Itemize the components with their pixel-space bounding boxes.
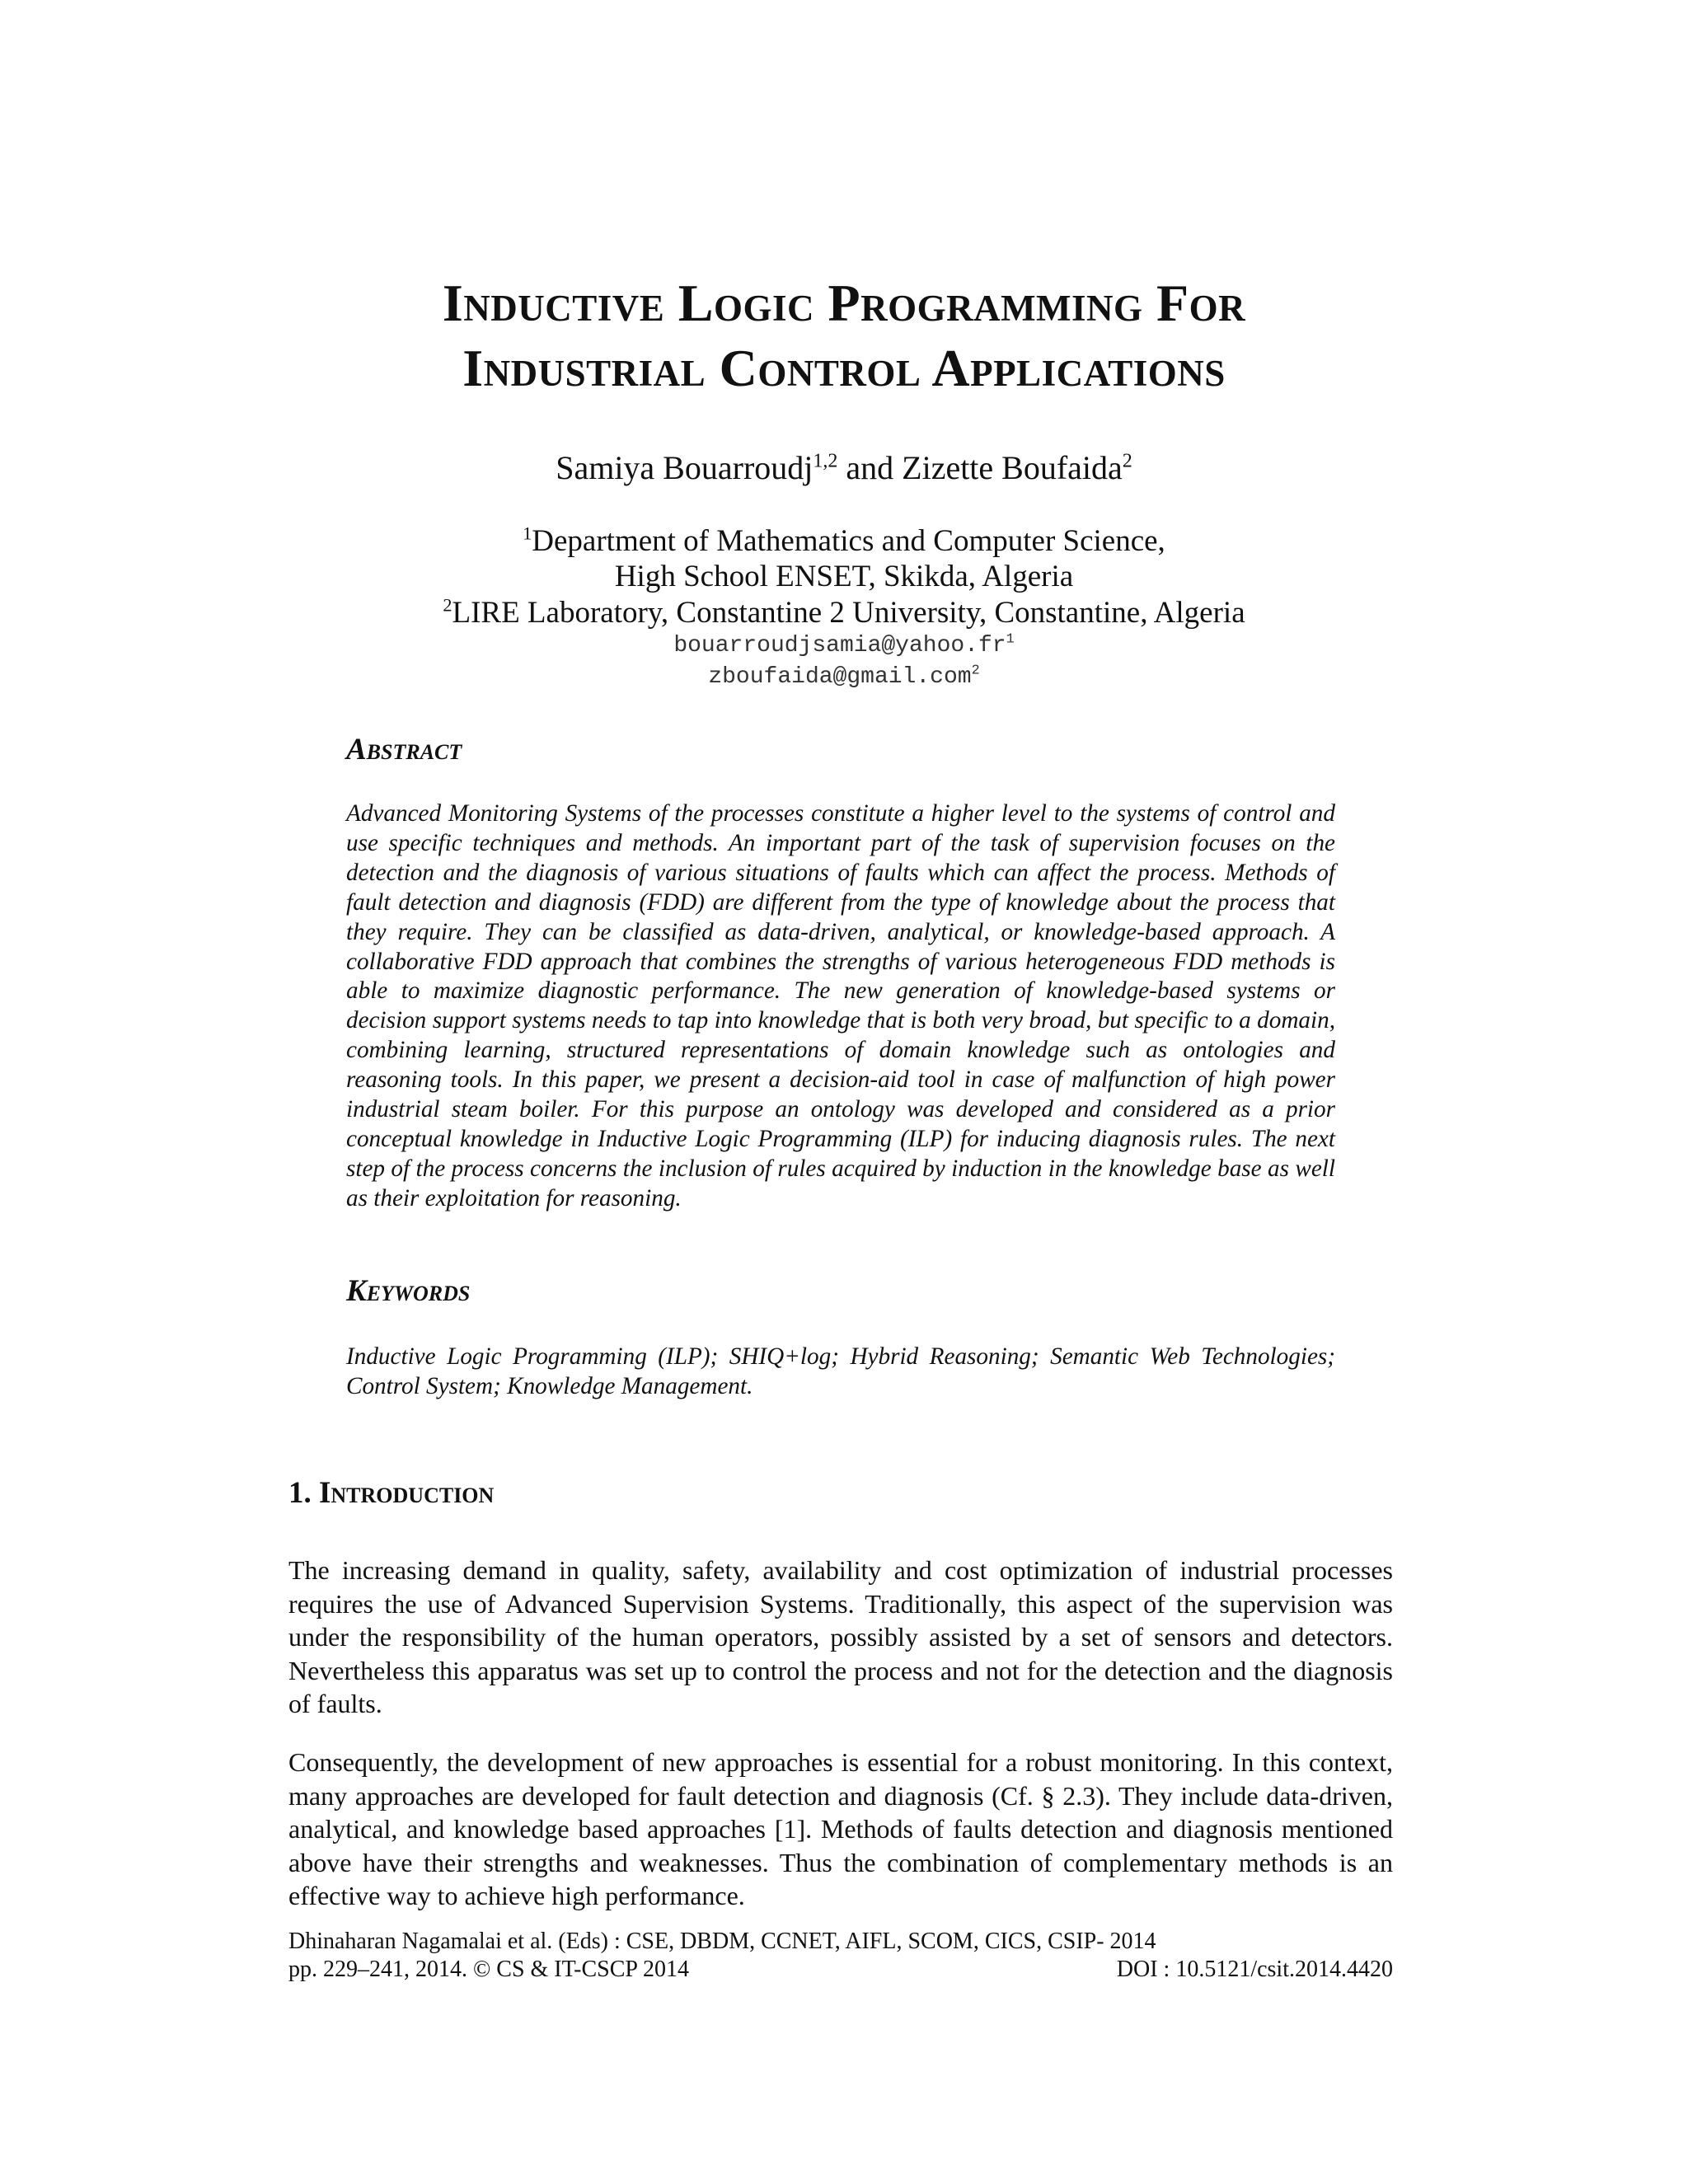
author-conjunction: and [837, 449, 903, 486]
affiliation-marker: 2 [443, 594, 452, 616]
section-number: 1. [288, 1476, 319, 1510]
author-list [0, 445, 1688, 491]
footer-proceedings: Dhinaharan Nagamalai et al. (Eds) : CSE, DBDM, CCNET, AIFL, SCOM, CICS, CSIP- 2014 [288, 1929, 1156, 1954]
author-affiliation-marker: 2 [1122, 450, 1132, 472]
email-address[interactable]: bouarroudjsamia@yahoo.fr [673, 633, 1006, 658]
affiliation-marker: 1 [523, 523, 532, 544]
body-paragraph: Consequently, the development of new approaches is essential for a robust monitoring. In this context, many approaches are developed for fault detection and diagnosis (Cf. § 2.3). They include data-driven, analytical, and knowledge based approaches [1]. Methods of faults detection and diagnosis mentioned above have their strengths and weaknesses. Thus the combination of complementary methods is an effective way to achieve high performance. [288, 1747, 1393, 1911]
section-heading-introduction [288, 1475, 494, 1511]
affiliation-line [0, 595, 1688, 631]
keywords-heading: Keywords [346, 1274, 471, 1308]
email-address[interactable]: zboufaida@gmail.com [708, 664, 972, 690]
footer-line-2 [288, 1956, 1393, 1984]
email-line [0, 630, 1688, 662]
abstract-text: Advanced Monitoring Systems of the processes constitute a higher level to the systems of control and use specific techniques and methods. An important part of the task of supervision focuses on the detection and the diagnosis of various situations of faults which can affect the process. Methods of fault detection and diagnosis (FDD) are different from the type of knowledge about the process that they require. They can be classified as data-driven, analytical, or knowledge-based approach. A collaborative FDD approach that combines the strengths of various heterogeneous FDD methods is able to maximize diagnostic performance. The new generation of knowledge-based systems or decision support systems needs to tap into knowledge that is both very broad, but specific to a domain, combining learning, structured representations of domain knowledge such as ontologies and reasoning tools. In this paper, we present a decision-aid tool in case of malfunction of high power industrial steam boiler. For this purpose an ontology was developed and considered as a prior conceptual knowledge in Inductive Logic Programming (ILP) for inducing diagnosis rules. The next step of the process concerns the inclusion of rules acquired by induction in the knowledge base as well as their exploitation for reasoning. [346, 800, 1335, 1212]
author-name: Samiya Bouarroudj [556, 449, 814, 486]
affiliation-text: LIRE Laboratory, Constantine 2 University, Constantine, Algeria [452, 596, 1245, 630]
email-marker: 1 [1006, 631, 1015, 648]
email-marker: 2 [971, 663, 980, 679]
abstract-heading: Abstract [346, 733, 462, 766]
paper-title-line-2: Industrial Control Applications [462, 339, 1226, 397]
author-name: Zizette Boufaida [902, 449, 1123, 486]
footer-pages: pp. 229–241, 2014. © CS & IT-CSCP 2014 [288, 1957, 689, 1982]
affiliation-text: Department of Mathematics and Computer Science, [532, 524, 1165, 558]
section-title: Introduction [319, 1476, 495, 1510]
affiliation-line [0, 559, 1688, 595]
paper-title-line-1: Inductive Logic Programming For [442, 274, 1246, 332]
footer-doi[interactable]: DOI : 10.5121/csit.2014.4420 [1116, 1957, 1393, 1982]
affiliation-text: High School ENSET, Skikda, Algeria [614, 560, 1074, 593]
email-line [0, 662, 1688, 693]
author-affiliation-marker: 1,2 [813, 450, 838, 472]
body-paragraph: The increasing demand in quality, safety, availability and cost optimization of industrial processes requires the use of Advanced Supervision Systems. Traditionally, this aspect of the supervision was under the responsibility of the human operators, possibly assisted by a set of sensors and detectors. Nevertheless this apparatus was set up to control the process and not for the detection and the diagnosis of faults. [288, 1555, 1393, 1719]
keywords-text: Inductive Logic Programming (ILP); SHIQ+log; Hybrid Reasoning; Semantic Web Technologies; Control System; Knowledge Management. [346, 1343, 1335, 1399]
affiliation-line [0, 523, 1688, 560]
